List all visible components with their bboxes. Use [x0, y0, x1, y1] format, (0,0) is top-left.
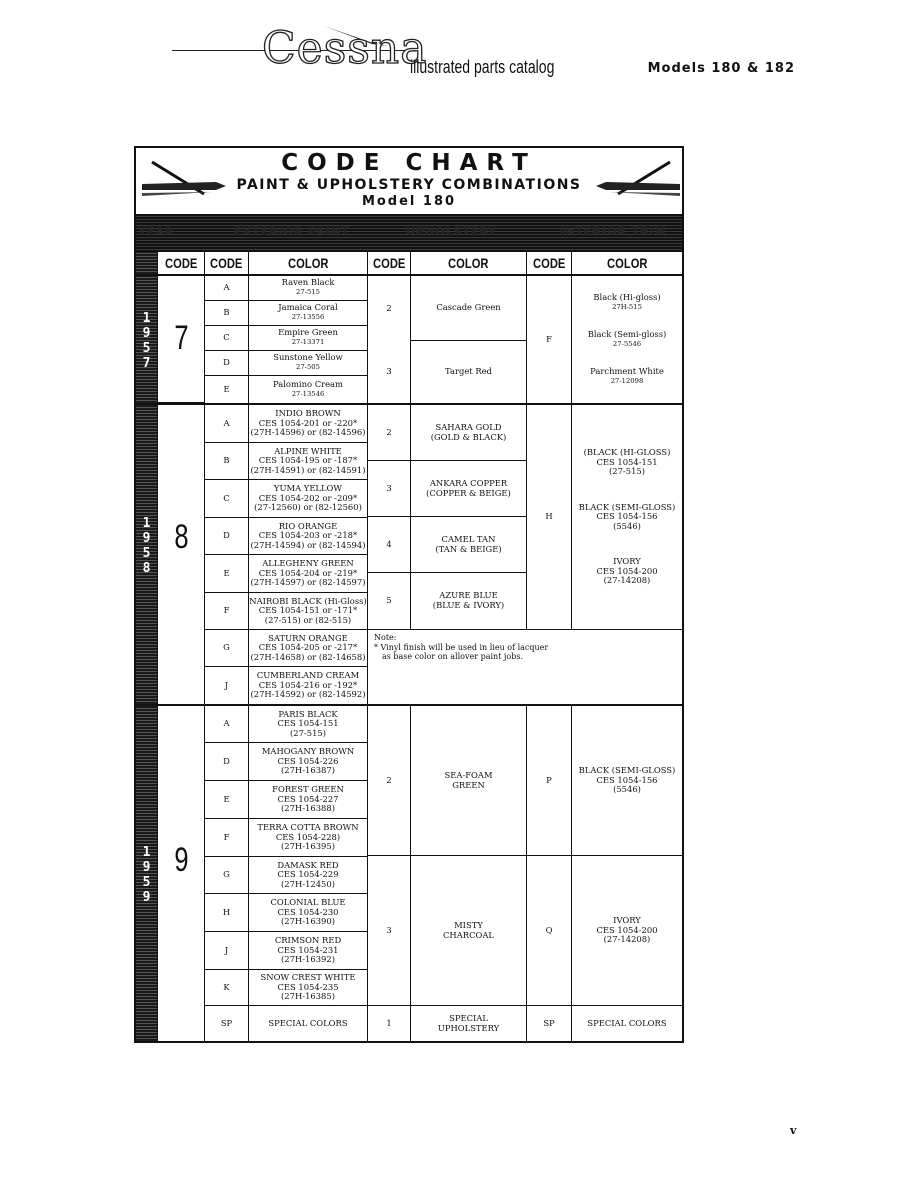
paint-color: SNOW CREST WHITE CES 1054-235 (27H-16385) [249, 970, 368, 1006]
paint-code: SP [205, 1006, 249, 1041]
paint-color: Raven Black 27-515 [249, 276, 368, 301]
uph-code: 2 [368, 706, 411, 856]
year-code-7: 7 [158, 276, 205, 403]
uph-code: 4 [368, 517, 411, 573]
col-header-trim-color: COLOR [572, 252, 682, 276]
paint-code: J [205, 667, 249, 704]
paint-color: ALLEGHENY GREEN CES 1054-204 or -219* (27H-14597) or (82-14597) [249, 555, 368, 593]
uph-code: 3 [368, 341, 411, 403]
uph-code: 2 [368, 405, 411, 461]
trim-code: P [527, 706, 572, 856]
chart-title-box [136, 148, 682, 216]
band-label-exterior: EXTERIOR PAINT [234, 225, 350, 238]
year-digits-1957: 1 9 5 7 [142, 311, 151, 371]
paint-color: CUMBERLAND CREAM CES 1054-216 or -192* (27H-14592) or (82-14592) [249, 667, 368, 704]
uph-code: 3 [368, 461, 411, 517]
paint-color: NAIROBI BLACK (Hi-Gloss) CES 1054-151 or -171* (27-515) or (82-515) [249, 593, 368, 630]
chart-subtitle: PAINT & UPHOLSTERY COMBINATIONS [236, 177, 582, 193]
year-bar-1958 [136, 405, 158, 704]
year-code-9: 9 [158, 706, 205, 1041]
uph-color: CAMEL TAN (TAN & BEIGE) [411, 517, 527, 573]
paint-code: A [205, 276, 249, 301]
year-digits-1958: 1 9 5 8 [142, 516, 151, 576]
page-header [0, 0, 911, 100]
paint-code: C [205, 480, 249, 518]
catalog-title: illustrated parts catalog [410, 57, 555, 77]
trim-color: SPECIAL COLORS [587, 1017, 667, 1028]
year-digits-1959: 1 9 5 9 [142, 845, 151, 905]
band-label-upholstery: UPHOLSTERY [406, 225, 498, 238]
uph-color: Target Red [411, 341, 527, 403]
uph-color: SAHARA GOLD (GOLD & BLACK) [411, 405, 527, 461]
paint-code: F [205, 593, 249, 630]
cessna-logo: Cessna [262, 23, 428, 74]
paint-color: SATURN ORANGE CES 1054-205 or -217* (27H-14658) or (82-14658) [249, 630, 368, 667]
paint-color: YUMA YELLOW CES 1054-202 or -209* (27-12560) or (82-12560) [249, 480, 368, 518]
paint-code: K [205, 970, 249, 1006]
paint-color: DAMASK RED CES 1054-229 (27H-12450) [249, 857, 368, 894]
uph-color: MISTY CHARCOAL [411, 856, 527, 1006]
year-header-bar [136, 252, 158, 276]
uph-code: 1 [368, 1006, 411, 1041]
paint-code: B [205, 443, 249, 480]
paint-color: FOREST GREEN CES 1054-227 (27H-16388) [249, 781, 368, 819]
paint-code: G [205, 857, 249, 894]
paint-code: A [205, 405, 249, 443]
paint-color: ALPINE WHITE CES 1054-195 or -187* (27H-14591) or (82-14591) [249, 443, 368, 480]
paint-code: F [205, 819, 249, 857]
uph-color: AZURE BLUE (BLUE & IVORY) [411, 573, 527, 630]
paint-code: E [205, 555, 249, 593]
uph-code: 3 [368, 856, 411, 1006]
chart-model: Model 180 [361, 194, 457, 209]
paint-code: C [205, 326, 249, 351]
paint-color: Empire Green 27-13371 [249, 326, 368, 351]
paint-code: D [205, 351, 249, 376]
paint-color: Sunstone Yellow 27-505 [249, 351, 368, 376]
col-header-uph-color: COLOR [411, 252, 527, 276]
band-label-trim: INTERIOR TRIM [560, 225, 667, 238]
year-bar-1959 [136, 706, 158, 1041]
section-band [136, 216, 682, 252]
paint-color: PARIS BLACK CES 1054-151 (27-515) [249, 706, 368, 743]
paint-code: D [205, 518, 249, 555]
paint-color: SPECIAL COLORS [249, 1006, 368, 1041]
paint-color: Palomino Cream 27-13546 [249, 376, 368, 403]
col-header-paint-color: COLOR [249, 252, 368, 276]
paint-code: D [205, 743, 249, 781]
trim-code: H [527, 405, 572, 630]
paint-color: Jamaica Coral 27-13556 [249, 301, 368, 326]
paint-color: RIO ORANGE CES 1054-203 or -218* (27H-14594) or (82-14594) [249, 518, 368, 555]
paint-code: J [205, 932, 249, 970]
paint-code: E [205, 376, 249, 403]
trim-code: F [527, 276, 572, 403]
trim-colors: (BLACK (HI-GLOSS) CES 1054-151 (27-515) BLACK (SEMI-GLOSS) CES 1054-156 (5546) IVORY CES 1054-200 (27-14208) [572, 405, 682, 630]
col-header-paint-code: CODE [205, 252, 249, 276]
paint-color: INDIO BROWN CES 1054-201 or -220* (27H-14596) or (82-14596) [249, 405, 368, 443]
trim-code: SP [527, 1006, 572, 1041]
uph-code: 5 [368, 573, 411, 630]
paint-code: H [205, 894, 249, 932]
uph-color: Cascade Green [411, 276, 527, 341]
paint-code: G [205, 630, 249, 667]
paint-color: MAHOGANY BROWN CES 1054-226 (27H-16387) [249, 743, 368, 781]
uph-color: ANKARA COPPER (COPPER & BEIGE) [411, 461, 527, 517]
col-header-year-code: CODE [158, 252, 205, 276]
chart-title: CODE CHART [281, 150, 537, 176]
trim-color: IVORY CES 1054-200 (27-14208) [572, 856, 682, 1006]
year-code-8: 8 [158, 405, 205, 704]
uph-color: SEA-FOAM GREEN [411, 706, 527, 856]
trim-colors: Black (Hi-gloss) 27H-515 Black (Semi-gloss) 27-5546 Parchment White 27-12098 [587, 291, 667, 385]
paint-code: B [205, 301, 249, 326]
col-header-trim-code: CODE [527, 252, 572, 276]
chart-note: Note: * Vinyl finish will be used in lieu of lacquer as base color on allover paint jobs. [374, 633, 549, 661]
year-bar-1957 [136, 276, 158, 403]
band-label-year: YEAR [138, 225, 175, 238]
paint-color: COLONIAL BLUE CES 1054-230 (27H-16390) [249, 894, 368, 932]
code-chart [134, 146, 684, 1043]
trim-color: BLACK (SEMI-GLOSS) CES 1054-156 (5546) [572, 706, 682, 856]
paint-code: A [205, 706, 249, 743]
models-label: Models 180 & 182 [647, 61, 795, 76]
trim-code: Q [527, 856, 572, 1006]
page-number: v [790, 1124, 797, 1137]
paint-code: E [205, 781, 249, 819]
paint-color: CRIMSON RED CES 1054-231 (27H-16392) [249, 932, 368, 970]
paint-color: TERRA COTTA BROWN CES 1054-228) (27H-16395) [249, 819, 368, 857]
uph-code: 2 [368, 276, 411, 341]
uph-color: SPECIAL UPHOLSTERY [411, 1006, 527, 1041]
col-header-uph-code: CODE [368, 252, 411, 276]
